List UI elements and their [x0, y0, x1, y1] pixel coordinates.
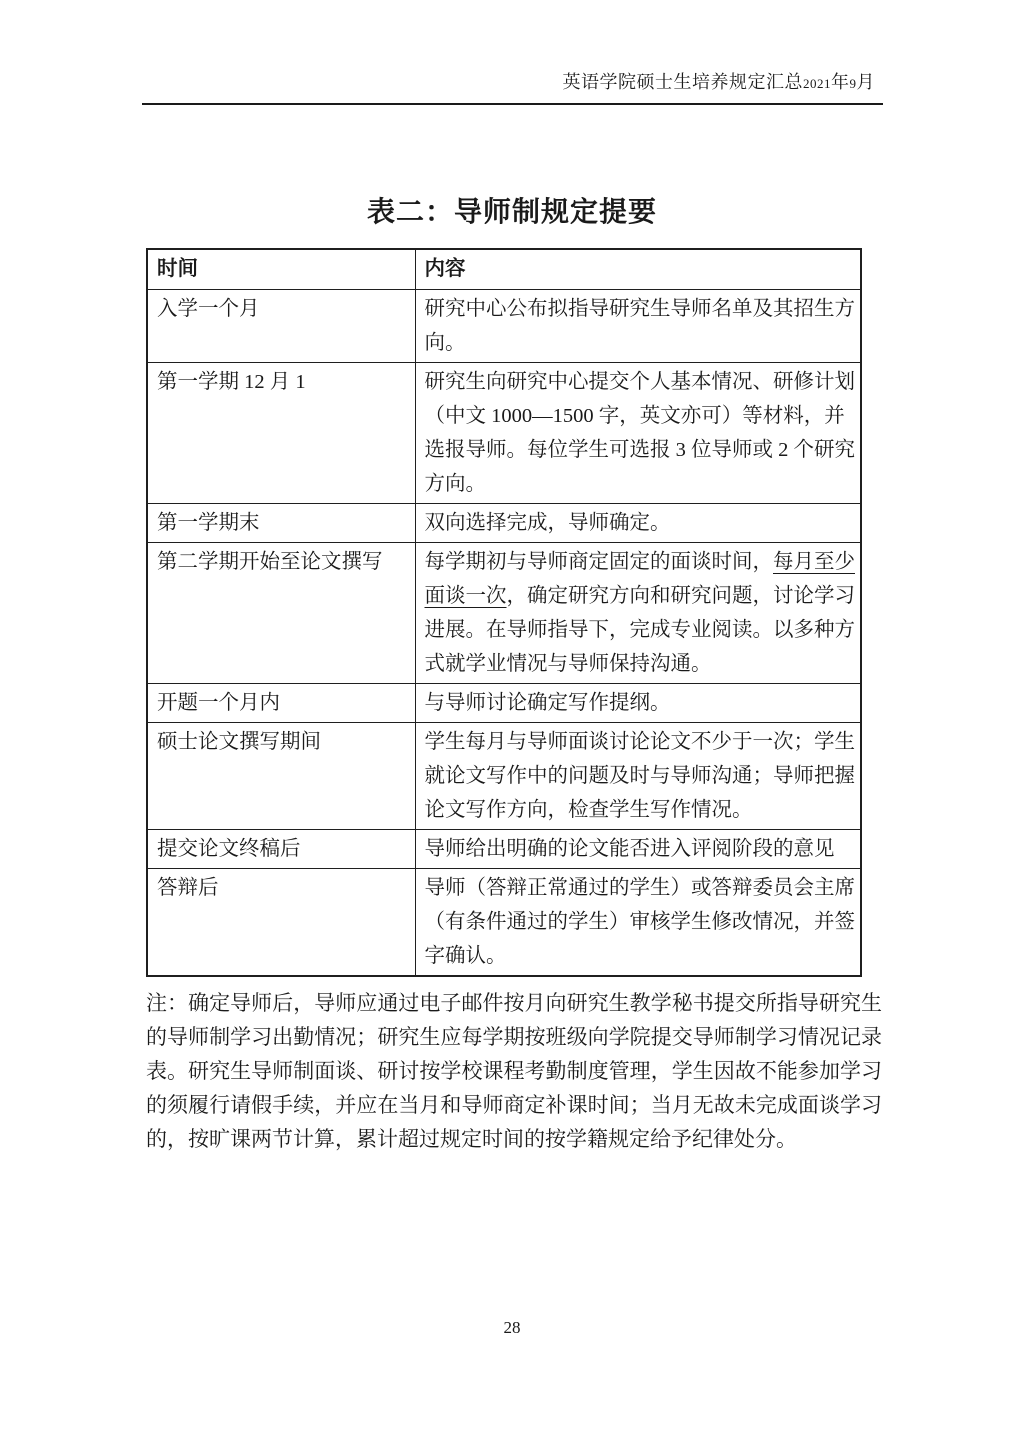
table-row: [147, 683, 861, 722]
content-cell: 研究生向研究中心提交个人基本情况、研修计划（中文 1000—1500 字，英文亦可）等材料，并选报导师。每位学生可选报 3 位导师或 2 个研究方向。: [415, 362, 861, 503]
time-cell: 硕士论文撰写期间: [147, 722, 415, 829]
note-paragraph: 注：确定导师后，导师应通过电子邮件按月向研究生教学秘书提交所指导研究生的导师制学习出勤情况；研究生应每学期按班级向学院提交导师制学习情况记录表。研究生导师制面谈、研讨按学校课程考勤制度管理，学生因故不能参加学习的须履行请假手续，并应在当月和导师商定补课时间；当月无故未完成面谈学习的，按旷课两节计算，累计超过规定时间的按学籍规定给予纪律处分。: [146, 991, 882, 1151]
time-cell: 第二学期开始至论文撰写: [147, 542, 415, 683]
table-row: [147, 868, 861, 976]
table-header-row: [147, 249, 861, 289]
document-title: 表二：导师制规定提要: [366, 197, 657, 228]
time-cell: 第一学期末: [147, 503, 415, 542]
column-header-content: 内容: [415, 249, 861, 289]
table-row: [147, 829, 861, 868]
table-row: [147, 542, 861, 683]
time-cell: 提交论文终稿后: [147, 829, 415, 868]
page-header: [563, 68, 876, 94]
content-text: ，确定研究方向和研究问题，讨论学习进展。在导师指导下，完成专业阅读。以多种方式就学业情况与导师保持沟通。: [424, 584, 855, 675]
header-title: 英语学院硕士生培养规定汇总: [562, 72, 803, 92]
content-cell: 研究中心公布拟指导研究生导师名单及其招生方向。: [415, 289, 861, 362]
time-cell: 第一学期 12 月 1: [147, 362, 415, 503]
table-row: [147, 362, 861, 503]
page-number: 28: [503, 1318, 521, 1337]
column-header-time: 时间: [147, 249, 415, 289]
content-cell: [415, 542, 861, 683]
header-year: 2021: [803, 76, 831, 91]
content-cell: 导师（答辩正常通过的学生）或答辩委员会主席（有条件通过的学生）审核学生修改情况，并签字确认。: [415, 868, 861, 976]
table-row: [147, 722, 861, 829]
header-year-unit: 年: [831, 72, 850, 92]
time-cell: 开题一个月内: [147, 683, 415, 722]
content-cell: 双向选择完成，导师确定。: [415, 503, 861, 542]
header-month: 9: [849, 76, 857, 91]
content-cell: 与导师讨论确定写作提纲。: [415, 683, 861, 722]
content-cell: 导师给出明确的论文能否进入评阅阶段的意见: [415, 829, 861, 868]
underlined-text: 每月至少面谈一次: [424, 550, 855, 607]
header-month-unit: 月: [856, 72, 875, 92]
table-row: [147, 503, 861, 542]
content-text: 每学期初与导师商定固定的面谈时间，: [424, 550, 773, 573]
table-row: [147, 289, 861, 362]
content-cell: 学生每月与导师面谈讨论论文不少于一次；学生就论文写作中的问题及时与导师沟通；导师把握论文写作方向，检查学生写作情况。: [415, 722, 861, 829]
time-cell: 入学一个月: [147, 289, 415, 362]
header-rule: [142, 103, 883, 105]
tutor-regulations-table: [146, 248, 862, 977]
time-cell: 答辩后: [147, 868, 415, 976]
